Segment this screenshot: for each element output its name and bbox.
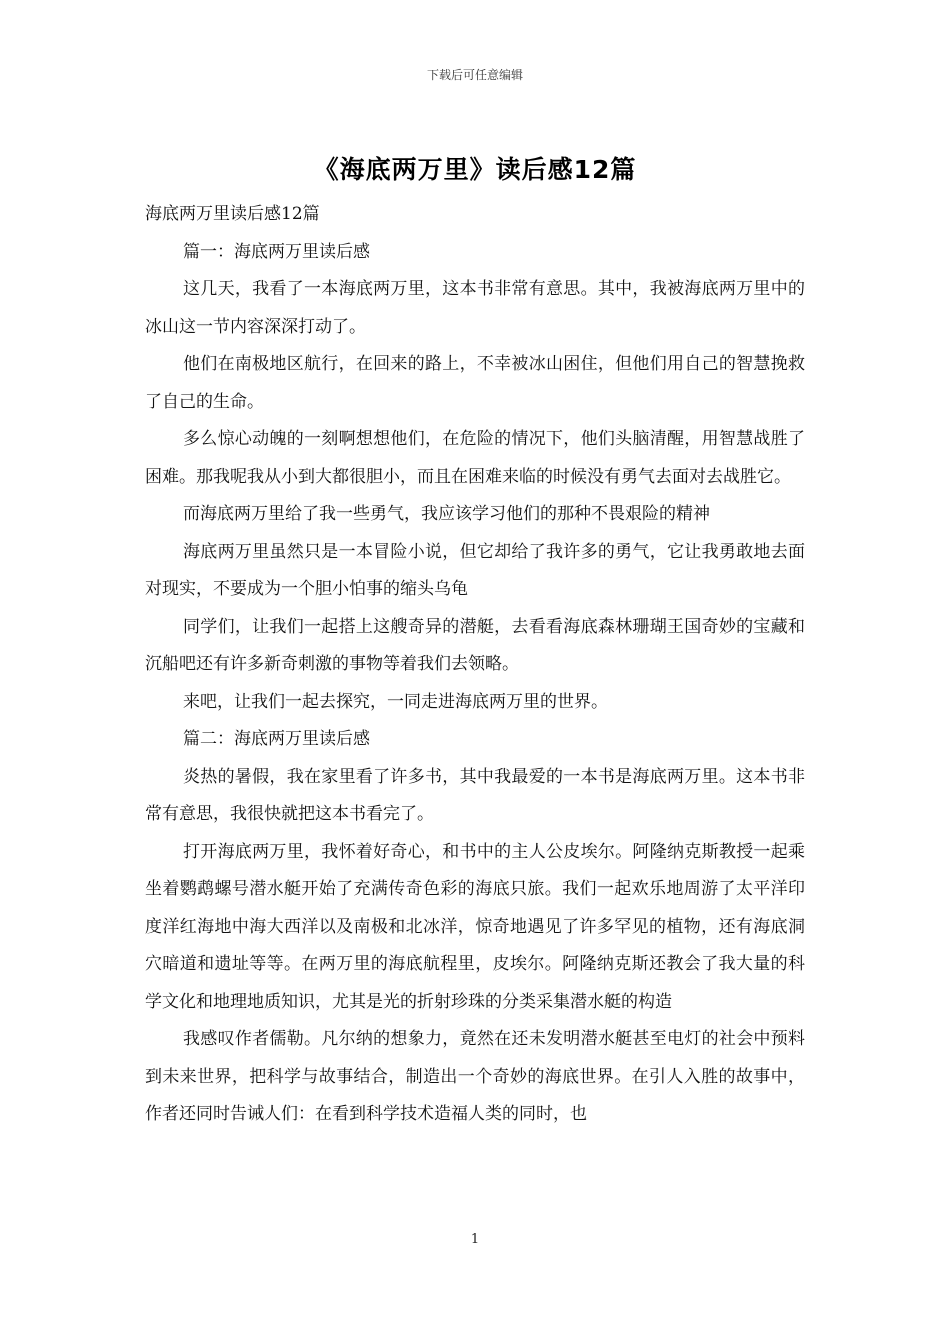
paragraph: 多么惊心动魄的一刻啊想想他们，在危险的情况下，他们头脑清醒，用智慧战胜了困难。那我呢我从小到大都很胆小，而且在困难来临的时候没有勇气去面对去战胜它。 xyxy=(145,429,805,487)
page-header-note: 下载后可任意编辑 xyxy=(426,68,523,82)
paragraph: 炎热的暑假，我在家里看了许多书，其中我最爱的一本书是海底两万里。这本书非常有意思，我很快就把这本书看完了。 xyxy=(145,766,805,824)
paragraph: 我感叹作者儒勒。凡尔纳的想象力，竟然在还未发明潜水艇甚至电灯的社会中预料到未来世界，把科学与故事结合，制造出一个奇妙的海底世界。在引人入胜的故事中，作者还同时告诫人们：在看到科学技术造福人类的同时，也 xyxy=(145,1029,805,1124)
section-heading-2: 篇二：海底两万里读后感 xyxy=(183,729,370,749)
paragraph: 同学们，让我们一起搭上这艘奇异的潜艇，去看看海底森林珊瑚王国奇妙的宝藏和沉船吧还有许多新奇刺激的事物等着我们去领略。 xyxy=(145,616,805,674)
document-body xyxy=(145,196,805,1134)
page-number: 1 xyxy=(470,1232,480,1247)
paragraph: 他们在南极地区航行，在回来的路上，不幸被冰山困住，但他们用自己的智慧挽救了自己的生命。 xyxy=(145,354,805,412)
paragraph: 这几天，我看了一本海底两万里，这本书非常有意思。其中，我被海底两万里中的冰山这一节内容深深打动了。 xyxy=(145,279,805,337)
paragraph: 来吧，让我们一起去探究，一同走进海底两万里的世界。 xyxy=(183,691,608,712)
document-title: 《海底两万里》读后感12篇 xyxy=(313,155,637,184)
section-heading-1: 篇一：海底两万里读后感 xyxy=(183,241,370,262)
paragraph: 海底两万里虽然只是一本冒险小说，但它却给了我许多的勇气，它让我勇敢地去面对现实，不要成为一个胆小怕事的缩头乌龟 xyxy=(145,541,805,599)
subtitle-line: 海底两万里读后感12篇 xyxy=(145,204,320,224)
paragraph: 打开海底两万里，我怀着好奇心，和书中的主人公皮埃尔。阿隆纳克斯教授一起乘坐着鹦鹉螺号潜水艇开始了充满传奇色彩的海底只旅。我们一起欢乐地周游了太平洋印度洋红海地中海大西洋以及南极和北冰洋，惊奇地遇见了许多罕见的植物，还有海底洞穴暗道和遗址等等。在两万里的海底航程里，皮埃尔。阿隆纳克斯还教会了我大量的科学文化和地理地质知识，尤其是光的折射珍珠的分类采集潜水艇的构造 xyxy=(145,841,805,1012)
paragraph: 而海底两万里给了我一些勇气，我应该学习他们的那种不畏艰险的精神 xyxy=(183,504,710,524)
